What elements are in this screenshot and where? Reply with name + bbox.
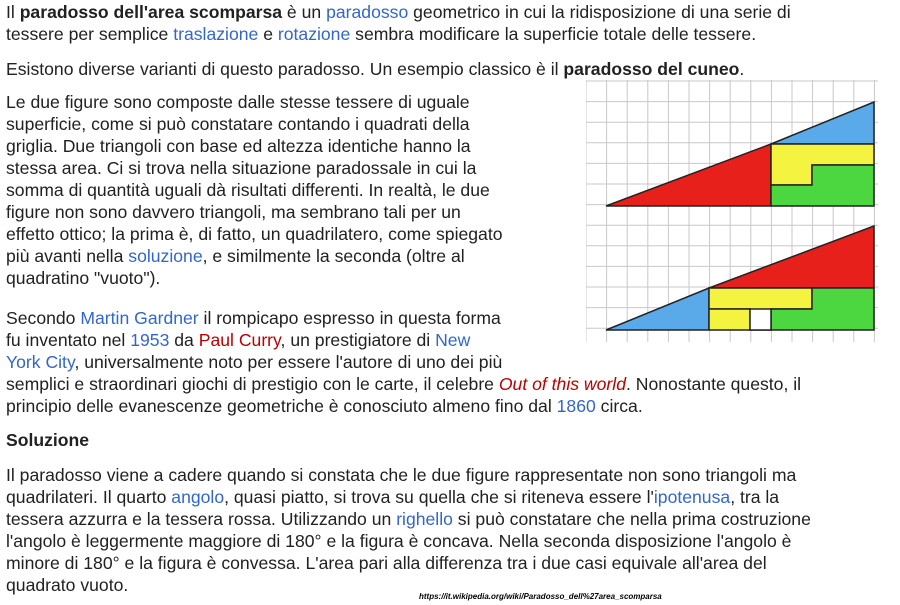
link-out-of-this-world[interactable]: Out of this world — [498, 374, 626, 394]
text: sembra modificare la superficie totale delle tessere. — [350, 24, 757, 44]
solution-paragraph — [6, 464, 900, 596]
text: effetto ottico; la prima è, di fatto, un quadrilatero, come spiegato — [6, 224, 503, 244]
intro-paragraph — [6, 1, 900, 45]
link-new-york-city[interactable]: New — [435, 330, 471, 350]
text: minore di 180° e la figura è convessa. L'area pari alla differenza tra i due casi equivale all'area del — [6, 553, 767, 573]
text: tessera azzurra e la tessera rossa. Utilizzando un — [6, 509, 397, 529]
text: griglia. Due triangoli con base ed altezza identiche hanno la — [6, 136, 471, 156]
variants-paragraph — [6, 58, 900, 80]
link-angolo[interactable]: angolo — [171, 487, 225, 507]
text: il rompicapo espresso in questa forma — [198, 308, 501, 328]
text: l'angolo è leggermente maggiore di 180° e la figura è concava. Nella seconda disposizione l'angolo è — [6, 531, 792, 551]
link-new-york-city-2[interactable]: York City — [6, 352, 75, 372]
text: geometrico in cui la ridisposizione di una serie di — [408, 2, 791, 22]
text: più avanti nella — [6, 246, 129, 266]
text: si può constatare che nella prima costruzione — [452, 509, 811, 529]
blue-tile-upper — [771, 102, 874, 144]
bold-term: paradosso dell'area scomparsa — [19, 2, 283, 22]
link-rotazione[interactable]: rotazione — [277, 24, 351, 44]
link-1860[interactable]: 1860 — [556, 396, 596, 416]
text: Secondo — [6, 308, 81, 328]
text: Il paradosso viene a cadere quando si constata che le due figure rappresentate non sono triangoli ma — [6, 465, 797, 485]
link-traslazione[interactable]: traslazione — [173, 24, 259, 44]
text: stessa area. Ci si trova nella situazione paradossale in cui la — [6, 158, 477, 178]
text: figure non sono davvero triangoli, ma sembrano tali per un — [6, 202, 461, 222]
text: , universalmente noto per essere l'autore di uno dei più — [74, 352, 503, 372]
lower-figure — [606, 226, 874, 330]
text: , tra la — [730, 487, 780, 507]
missing-square-puzzle-figure — [586, 80, 878, 342]
bold-term: paradosso del cuneo — [563, 59, 740, 79]
text: somma di quantità uguali dà risultati differenti. In realtà, le due — [6, 180, 490, 200]
text: . Nonostante questo, il — [625, 374, 802, 394]
text: è un — [282, 2, 327, 22]
text: da — [169, 330, 199, 350]
link-martin-gardner[interactable]: Martin Gardner — [80, 308, 199, 328]
link-1953[interactable]: 1953 — [130, 330, 170, 350]
text: Esistono diverse varianti di questo paradosso. Un esempio classico è il — [6, 59, 564, 79]
text: , quasi piatto, si trova su quella che si riteneva essere l' — [224, 487, 654, 507]
text: quadrato vuoto. — [6, 575, 129, 595]
source-url: https://it.wikipedia.org/wiki/Paradosso_dell%27area_scomparsa — [419, 592, 662, 601]
text: tessere per semplice — [6, 24, 174, 44]
empty-square — [750, 309, 771, 330]
text: superficie, come si può constatare contando i quadrati della — [6, 114, 470, 134]
text: principio delle evanescenze geometriche è conosciuto almeno fino dal — [6, 396, 557, 416]
section-heading-soluzione: Soluzione — [6, 430, 90, 450]
upper-figure — [606, 102, 874, 206]
link-paradosso[interactable]: paradosso — [326, 2, 409, 22]
yellow-tile-lower-left — [709, 309, 750, 330]
text: semplici e straordinari giochi di prestigio con le carte, il celebre — [6, 374, 499, 394]
blue-tile-lower — [606, 288, 709, 330]
text: Il — [6, 2, 20, 22]
text: quadrilateri. Il quarto — [6, 487, 172, 507]
link-righello[interactable]: righello — [396, 509, 453, 529]
link-soluzione[interactable]: soluzione — [128, 246, 203, 266]
text: quadratino "vuoto"). — [6, 268, 161, 288]
link-paul-curry[interactable]: Paul Curry — [198, 330, 281, 350]
text: Le due figure sono composte dalle stesse tessere di uguale — [6, 92, 470, 112]
link-ipotenusa[interactable]: ipotenusa — [653, 487, 731, 507]
text: circa. — [595, 396, 643, 416]
text: , un prestigiatore di — [280, 330, 436, 350]
text: fu inventato nel — [6, 330, 131, 350]
text: , e similmente la seconda (oltre al — [202, 246, 465, 266]
explanation-paragraph — [6, 91, 581, 289]
text: e — [258, 24, 278, 44]
text: . — [739, 59, 745, 79]
